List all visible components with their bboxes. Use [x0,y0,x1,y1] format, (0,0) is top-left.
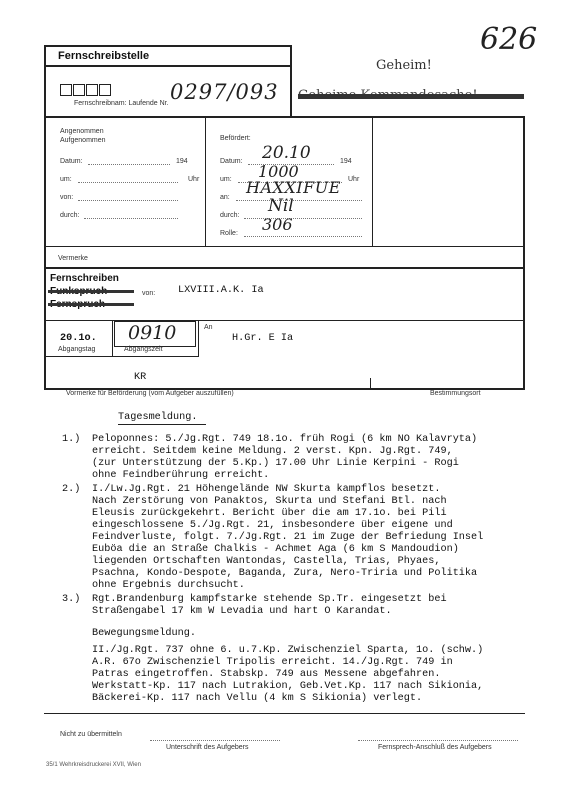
move-line-5: Bäckerei-Kp. 117 nach Vellu (4 km S Sikionia) verlegt. [92,693,423,704]
move-line-3: Patras eingetroffen. Stabskp. 749 aus Messene abgefahren. [92,669,441,680]
item-1-line-4: ohne Feindberührung erreicht. [92,470,270,481]
serial-box-1 [60,84,72,96]
secret-label: Geheim! [376,58,432,73]
col-divider-2 [372,116,373,246]
message-date-value: 20.1o. [60,333,97,344]
item-1-line-3: (zur Unterstützung der 5.Kp.) 17.00 Uhr Linie Kerpini - Rogi [92,458,459,469]
item-3-num: 3.) [62,594,81,605]
item-2-line-5: Feindverluste, folgt. 7./Jg.Rgt. 21 im Zuge der Befriedung Insel [92,532,484,543]
serial-box-3 [86,84,98,96]
message-date-label: Abgangstag [58,346,96,353]
notes-label: Vermerke [58,255,88,262]
item-2-num: 2.) [62,484,81,495]
signature-label: Unterschrift des Aufgebers [166,744,249,751]
footer-line [44,713,525,714]
item-2-line-2: Nach Zerstörung von Panaktos, Skurta und Stefani Btl. nach [92,496,447,507]
body-title: Tagesmeldung. [118,412,198,423]
received-title-2: Aufgenommen [60,137,106,144]
item-1-num: 1.) [62,434,81,445]
item-1-line-2: erreicht. Seitdem keine Meldung. 2 verst. Kpn. Jg.Rgt. 749, [92,446,453,457]
item-2-line-9: ohne Ergebnis durchsucht. [92,580,245,591]
time-divider [198,320,199,356]
not-transmit-label: Nicht zu übermitteln [60,731,122,738]
message-type-1: Fernschreiben [50,273,119,284]
notes-top [44,246,525,247]
item-2-line-6: Euböa die an Straße Chalkis - Achmet Aga (6 km S Mandoudion) [92,544,459,555]
phone-label: Fernsprech-Anschluß des Aufgebers [378,744,492,751]
frame-top [44,45,292,47]
date-divider [112,320,113,356]
header-underline [44,65,292,67]
strike-bar [298,94,524,99]
item-2-line-3: Eleusis zurückgekehrt. Bericht über die am 17.1o. bei Pili [92,508,447,519]
received-clock-label: Uhr [188,176,200,183]
corner-handwritten: 626 [480,22,538,57]
forwarded-to-label: an: [220,194,230,201]
forwarded-date-label: Datum: [220,158,243,165]
serial-box-4 [99,84,111,96]
message-top [44,267,525,269]
forwarded-time-value: 1000 [258,162,299,181]
frame-left [44,45,46,390]
item-2-line-1: I./Lw.Jg.Rgt. 21 Höhengelände NW Skurta kampflos besetzt. [92,484,441,495]
serial-handwritten: 0297/093 [170,80,279,104]
destination-label: Bestimmungsort [430,390,481,397]
item-2-line-4: eingeschlossene 5./Jg.Rgt. 21, insbesondere über eigene und [92,520,453,531]
move-line-4: Werkstatt-Kp. 117 nach Lutrakion, Geb.Vet.Kp. 117 nach Sikionia, [92,681,484,692]
received-date-label: Datum: [60,158,83,165]
received-year: 194 [176,158,188,165]
item-2-line-8: Psachna, Kondo-Despote, Baganda, Zura, Nero-Triria und Politika [92,568,478,579]
priority-label: Vormerke für Beförderung (vom Aufgeber auszufüllen) [66,390,234,397]
time-bottom [44,356,199,357]
forwarded-by-value: Nil [268,196,294,216]
frame-right [523,116,525,390]
forwarded-date-value: 20.10 [262,143,311,163]
forwarded-title: Befördert: [220,135,251,142]
message-time-label: Abgangszeit [124,346,163,353]
message-to-label: An [204,324,213,331]
forwarded-role-label: Rolle: [220,230,238,237]
received-title-1: Angenommen [60,128,104,135]
forwarded-time-label: um: [220,176,232,183]
serial-box-2 [73,84,85,96]
col-divider-1 [205,116,206,246]
received-by-label: durch: [60,212,80,219]
received-from-label: von: [60,194,74,201]
upper-table-top [44,116,525,118]
message-from-value: LXVIII.A.K. Ia [178,285,264,296]
serial-label: Fernschreibnam: Laufende Nr. [74,100,169,107]
message-from-label: von: [142,290,156,297]
message-priority: KR [134,372,147,383]
item-2-line-7: liegenden Ortschaften Wantondas, Castella, Trias, Phyaes, [92,556,441,567]
forwarded-year: 194 [340,158,352,165]
frame-right-top [290,45,292,117]
item-1-line-1: Peloponnes: 5./Jg.Rgt. 749 18.1o. früh Rogi (6 km NO Kalavryta) [92,434,478,445]
forwarded-role-value: 306 [262,215,293,234]
move-title: Bewegungsmeldung. [92,628,196,639]
forwarded-clock-label: Uhr [348,176,360,183]
received-time-label: um: [60,176,72,183]
item-3-line-2: Straßengabel 17 km W Levadia und hart O Karandat. [92,606,392,617]
move-line-2: A.R. 67o Zwischenziel Tripolis erreicht. 14./Jg.Rgt. 749 in [92,657,453,668]
move-line-1: II./Jg.Rgt. 737 ohne 6. u.7.Kp. Zwischenziel Sparta, 1o. (schw.) [92,645,484,656]
printer-label: 35/1 Wehrkreisdruckerei XVII, Wien [46,762,141,768]
message-to-value: H.Gr. E Ia [232,333,294,344]
forwarded-by-label: durch: [220,212,240,219]
item-3-line-1: Rgt.Brandenburg kampfstarke stehende Sp.Tr. eingesetzt bei [92,594,447,605]
forwarded-to-value: HAXXIFUE [246,178,341,197]
station-title: Fernschreibstelle [58,50,150,62]
message-time-value: 0910 [128,322,177,344]
